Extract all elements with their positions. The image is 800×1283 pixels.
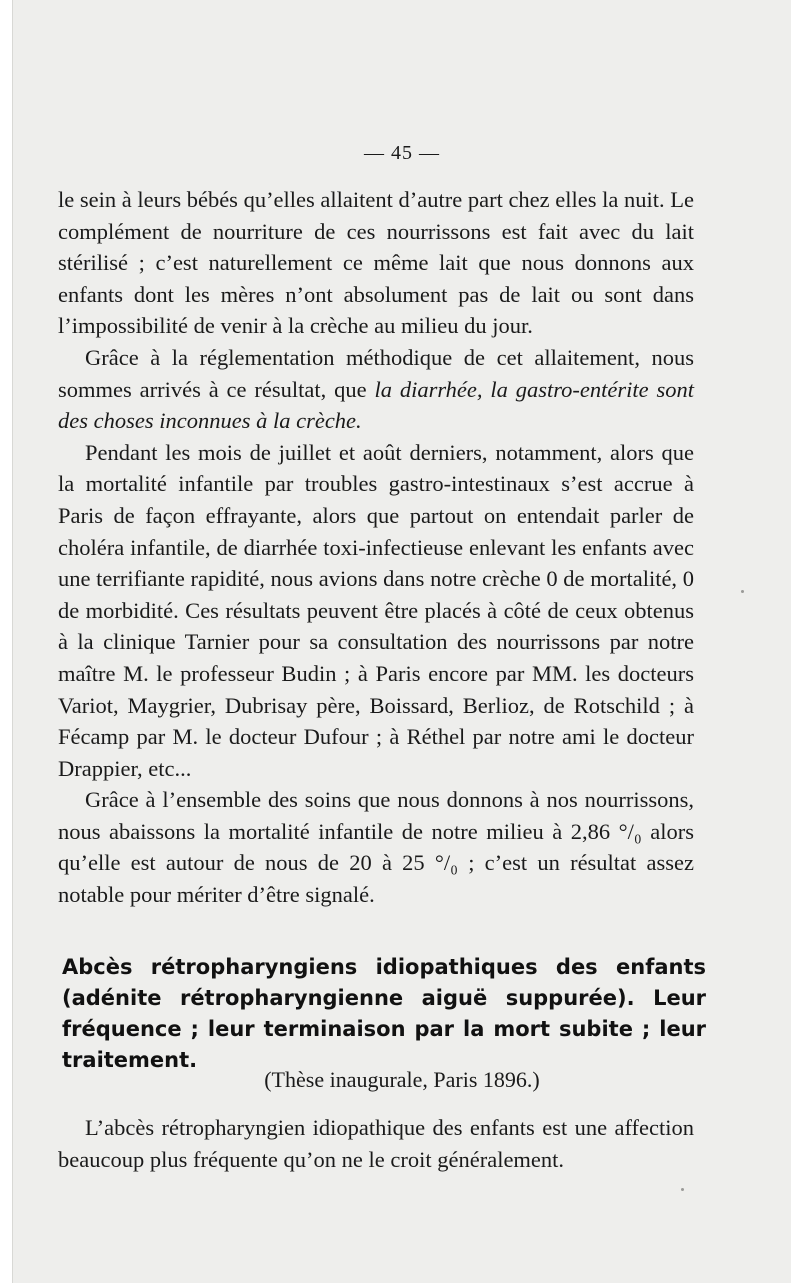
body-paragraph [58,184,694,342]
document-page [12,0,791,1283]
body-paragraph [58,342,694,437]
section-title: Abcès rétropharyngiens idiopathiques des enfants (adénite rétropharyngienne aiguë suppurée). Leur fréquence ; leur terminaison par la mort subite ; leur traitement. [62,955,706,1072]
body-paragraph [58,437,694,785]
italic-phrase: la diarrhée, la gastro-entérite sont des choses inconnues à la crèche. [58,376,695,434]
final-text [58,1112,694,1175]
final-paragraph: L’abcès rétropharyngien idiopathique des enfants est une affection beaucoup plus fréquente qu’on ne le croit généralement. [58,1115,694,1172]
body-text [58,184,694,911]
page-number: — 45 — [364,142,440,164]
body-paragraph [58,784,694,910]
paper-speck [741,590,744,593]
paragraph-text: Grâce à l’ensemble des soins que nous donnons à nos nourrissons, nous abaissons la mortalité infantile de notre milieu à 2,86 °/₀ alors qu’elle est autour de nous de 20 à 25 °/₀ ; c’est un résultat assez notable pour mériter d’être signalé. [58,787,694,908]
section-subtitle: (Thèse inaugurale, Paris 1896.) [264,1067,540,1092]
paragraph-text: le sein à leurs bébés qu’elles allaitent d’autre part chez elles la nuit. Le complément de nourriture de ces nourrissons est fait avec du lait stérilisé ; c’est naturellement ce même lait que nous donnons aux enfants dont les mères n’ont absolument pas de lait ou sont dans l’impossibilité de venir à la crèche au milieu du jour. [58,187,694,339]
paragraph-text: Grâce à la réglementation méthodique de cet allaitement, nous sommes arrivés à ce résultat, que [58,344,694,402]
paper-speck [681,1188,684,1191]
paragraph-text: Pendant les mois de juillet et août derniers, notamment, alors que la mortalité infantile par troubles gastro-intestinaux s’est accrue à Paris de façon effrayante, alors que partout on entendait parler de choléra infantile, de diarrhée toxi-infectieuse enlevant les enfants avec une terrifiante rapidité, nous avions dans notre crèche 0 de mortalité, 0 de morbidité. Ces résultats peuvent être placés à côté de ceux obtenus à la clinique Tarnier pour sa consultation des nourrissons par notre maître M. le professeur Budin ; à Paris encore par MM. les docteurs Variot, Maygrier, Dubrisay père, Boissard, Berlioz, de Rotschild ; à Fécamp par M. le docteur Dufour ; à Réthel par notre ami le docteur Drappier, etc... [58,439,694,781]
